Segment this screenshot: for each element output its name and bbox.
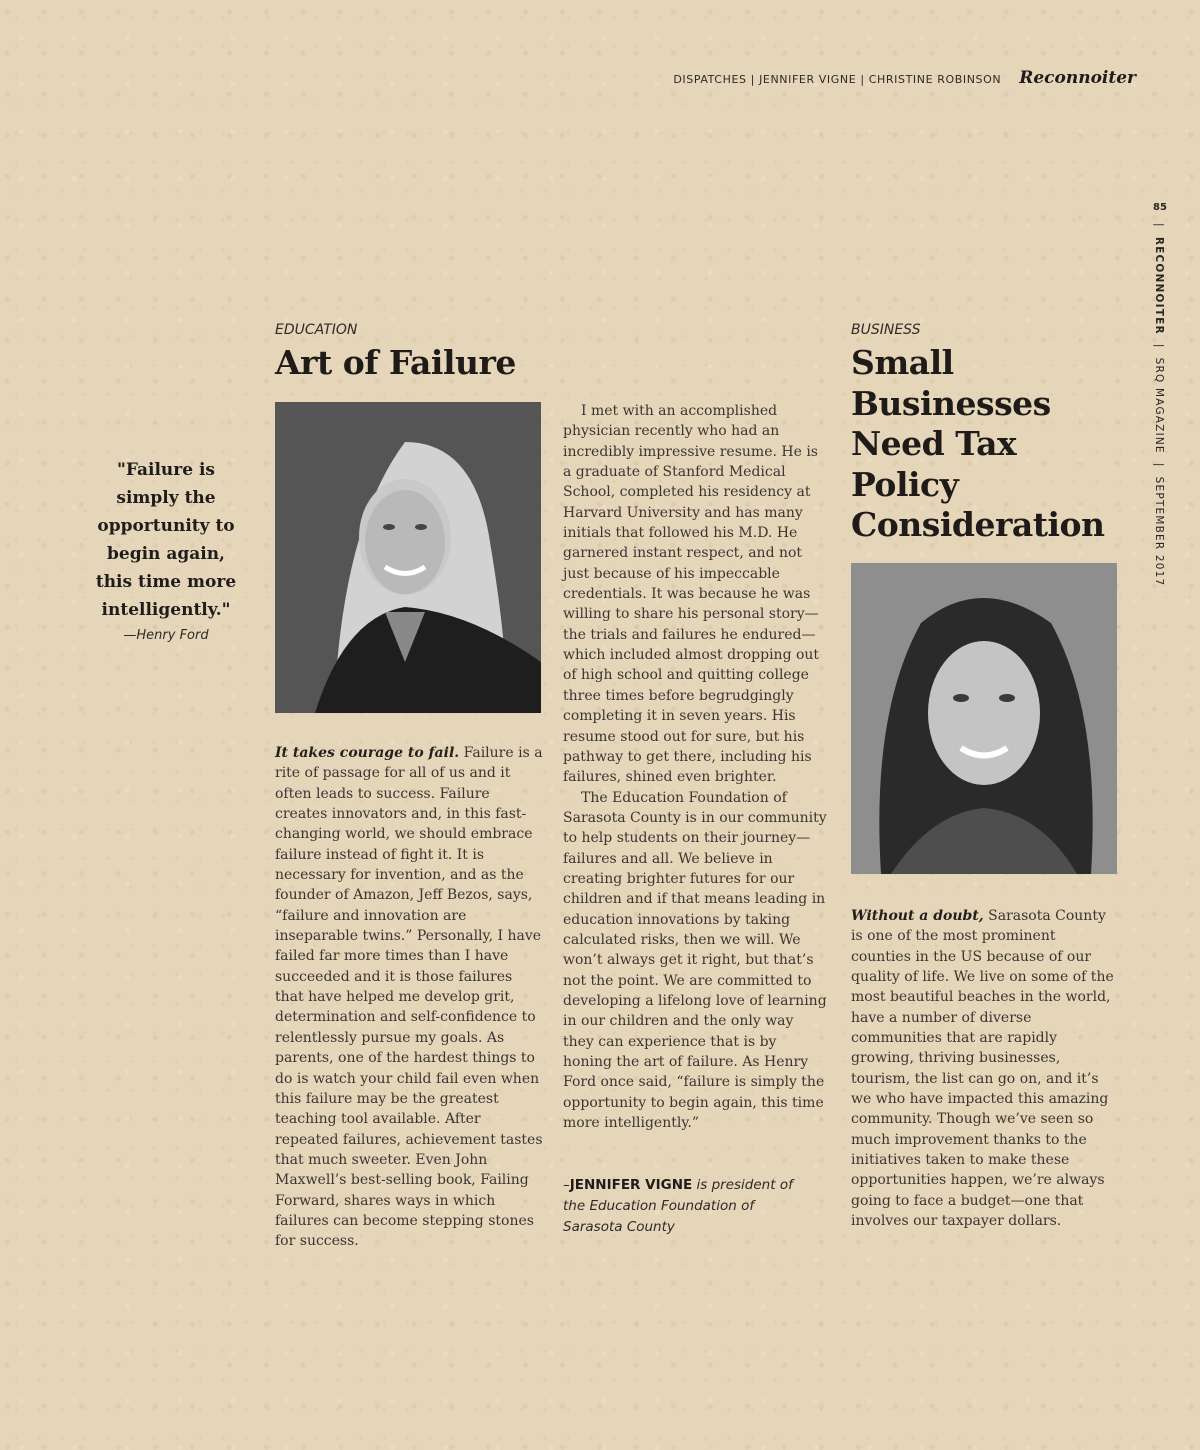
spine-section: RECONNOITER: [1153, 236, 1165, 335]
page-number: 85: [1153, 202, 1167, 213]
pull-quote-attribution: —Henry Ford: [123, 628, 209, 643]
pull-quote-text: "Failure is simply the opportunity to begin again, this time more intelligently.": [95, 460, 237, 620]
byline-name: JENNIFER VIGNE: [569, 1177, 693, 1193]
education-byline: [563, 1175, 803, 1238]
byline-dash: –: [563, 1177, 570, 1193]
business-title: Small Businesses Need Tax Policy Consideration: [851, 343, 1105, 544]
section-brand: Reconnoiter: [1019, 68, 1136, 88]
byline-role: is president of the Education Foundation of Sarasota County: [563, 1177, 793, 1235]
business-column: [851, 906, 1116, 1232]
portrait-photo-vigne: [275, 402, 541, 713]
education-paragraph-2: I met with an accomplished physician recently who had an incredibly impressive resume. He is a graduate of Stanford Medical School, completed his residency at Harvard University and has many initials that followed his M.D. He garnered instant respect, and not just because of his impeccable credentials. It was because he was willing to share his personal story—the trials and failures he endured—which included almost dropping out of high school and quitting college three times before begrudgingly completing it in seven years. His resume stood out for sure, but his pathway to get there, including his failures, shined even brighter.: [563, 403, 820, 786]
spine-text: | RECONNOITER | SRQ MAGAZINE | SEPTEMBER 2017: [1153, 223, 1165, 587]
spine-issue: SEPTEMBER 2017: [1153, 476, 1165, 587]
portrait-vigne-illustration: [275, 402, 541, 713]
business-paragraph-1: Sarasota County is one of the most prominent counties in the US because of our quality of life. We live on some of the most beautiful beaches in the world, have a number of diverse communities that are rapidly growing, thriving businesses, tourism, the list can go on, and it’s we who have impacted this amazing community. Though we’ve seen so much improvement thanks to the initiatives taken to make these opportunities happen, we’re always going to face a budget—one that involves our taxpayer dollars.: [851, 908, 1114, 1230]
portrait-robinson-illustration: [851, 563, 1117, 874]
pull-quote: [90, 456, 242, 643]
education-kicker: EDUCATION: [275, 322, 358, 338]
page-header: [673, 68, 1136, 88]
education-paragraph-1: Failure is a rite of passage for all of us and it often leads to success. Failure creates innovators and, in this fast-changing world, we should embrace failure instead of fight it. It is necessary for invention, and as the founder of Amazon, Jeff Bezos, says, “failure and innovation are inseparable twins.” Personally, I have failed far more times than I have succeeded and it is those failures that have helped me develop grit, determination and self-confidence to relentlessly pursue my goals. As parents, one of the hardest things to do is watch your child fail even when this failure may be the greatest teaching tool available. After repeated failures, achievement tastes that much sweeter. Even John Maxwell’s best-selling book, Failing Forward, shares ways in which failures can become stepping stones for success.: [275, 745, 543, 1250]
header-breadcrumb: DISPATCHES | JENNIFER VIGNE | CHRISTINE ROBINSON: [673, 73, 1002, 86]
education-column-2: [563, 401, 828, 1133]
business-lead: Without a doubt,: [851, 908, 984, 924]
spine-magazine: SRQ MAGAZINE: [1153, 357, 1165, 454]
education-paragraph-3: The Education Foundation of Sarasota County is in our community to help students on their journey—failures and all. We believe in creating brighter futures for our children and if that means leading in education innovations by taking calculated risks, then we will. We won’t always get it right, but that’s not the point. We are committed to developing a lifelong love of learning in our children and the only way they can experience that is by honing the art of failure. As Henry Ford once said, “failure is simply the opportunity to begin again, this time more intelligently.”: [563, 789, 827, 1132]
page-spine: [1150, 202, 1170, 586]
portrait-photo-robinson: [851, 563, 1117, 874]
education-column-1: [275, 743, 545, 1252]
education-lead: It takes courage to fail.: [275, 745, 460, 761]
education-title: Art of Failure: [275, 343, 516, 382]
business-kicker: BUSINESS: [851, 322, 921, 338]
